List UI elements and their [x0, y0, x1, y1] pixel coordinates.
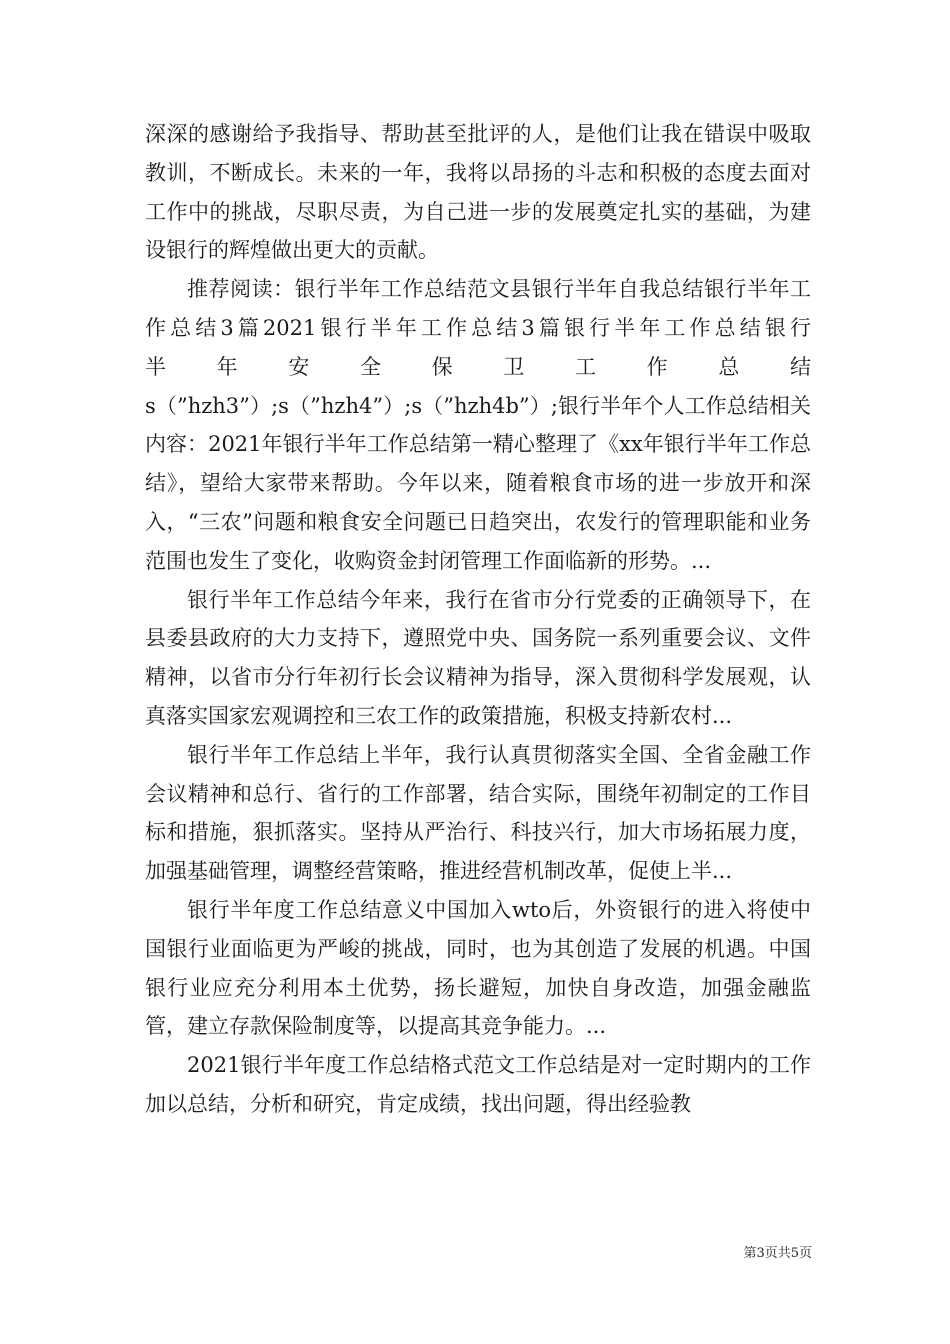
paragraph-2-related-content: s（”hzh3”）;s（”hzh4”）;s（”hzh4b”）;银行半年个人工作总结相关内容：2021年银行半年工作总结第一精心整理了《xx年银行半年工作总结》，望给大家带来帮助。今年以来，随着粮食市场的进一步放开和深入，“三农”问题和粮食安全问题已日趋突出，农发行的管理职能和业务范围也发生了变化，收购资金封闭管理工作面临新的形势。... — [145, 393, 811, 573]
paragraph-1: 深深的感谢给予我指导、帮助甚至批评的人，是他们让我在错误中吸取教训，不断成长。未来的一年，我将以昂扬的斗志和积极的态度去面对工作中的挑战，尽职尽责，为自己进一步的发展奠定扎实的基础，为建设银行的辉煌做出更大的贡献。 — [145, 122, 811, 263]
paragraph-2-recommended-reading: 推荐阅读：银行半年工作总结范文县银行半年自我总结银行半年工作总结3篇2021银行半年工作总结3篇银行半年工作总结银行 — [145, 277, 811, 340]
paragraph-5: 银行半年度工作总结意义中国加入wto后，外资银行的进入将使中国银行业面临更为严峻的挑战，同时，也为其创造了发展的机遇。中国银行业应充分利用本土优势，扬长避短，加快自身改造，加强金融监管，建立存款保险制度等，以提高其竞争能力。... — [145, 897, 811, 1039]
paragraph-4: 银行半年工作总结上半年，我行认真贯彻落实全国、全省金融工作会议精神和总行、省行的工作部署，结合实际，围绕年初制定的工作目标和措施，狠抓落实。坚持从严治行、科技兴行，加大市场拓展力度，加强基础管理，调整经营策略，推进经营机制改革，促使上半... — [145, 742, 811, 884]
page-number-footer: 第3页共5页 — [743, 1246, 812, 1261]
paragraph-2-continued-title: 半年安全保卫工作总结 — [145, 354, 811, 379]
document-body — [145, 115, 811, 1124]
paragraph-6: 2021银行半年度工作总结格式范文工作总结是对一定时期内的工作加以总结，分析和研究，肯定成绩，找出问题，得出经验教 — [145, 1053, 811, 1116]
paragraph-3: 银行半年工作总结今年来，我行在省市分行党委的正确领导下，在县委县政府的大力支持下，遵照党中央、国务院一系列重要会议、文件精神，以省市分行年初行长会议精神为指导，深入贯彻科学发展观，认真落实国家宏观调控和三农工作的政策措施，积极支持新农村... — [145, 587, 811, 728]
